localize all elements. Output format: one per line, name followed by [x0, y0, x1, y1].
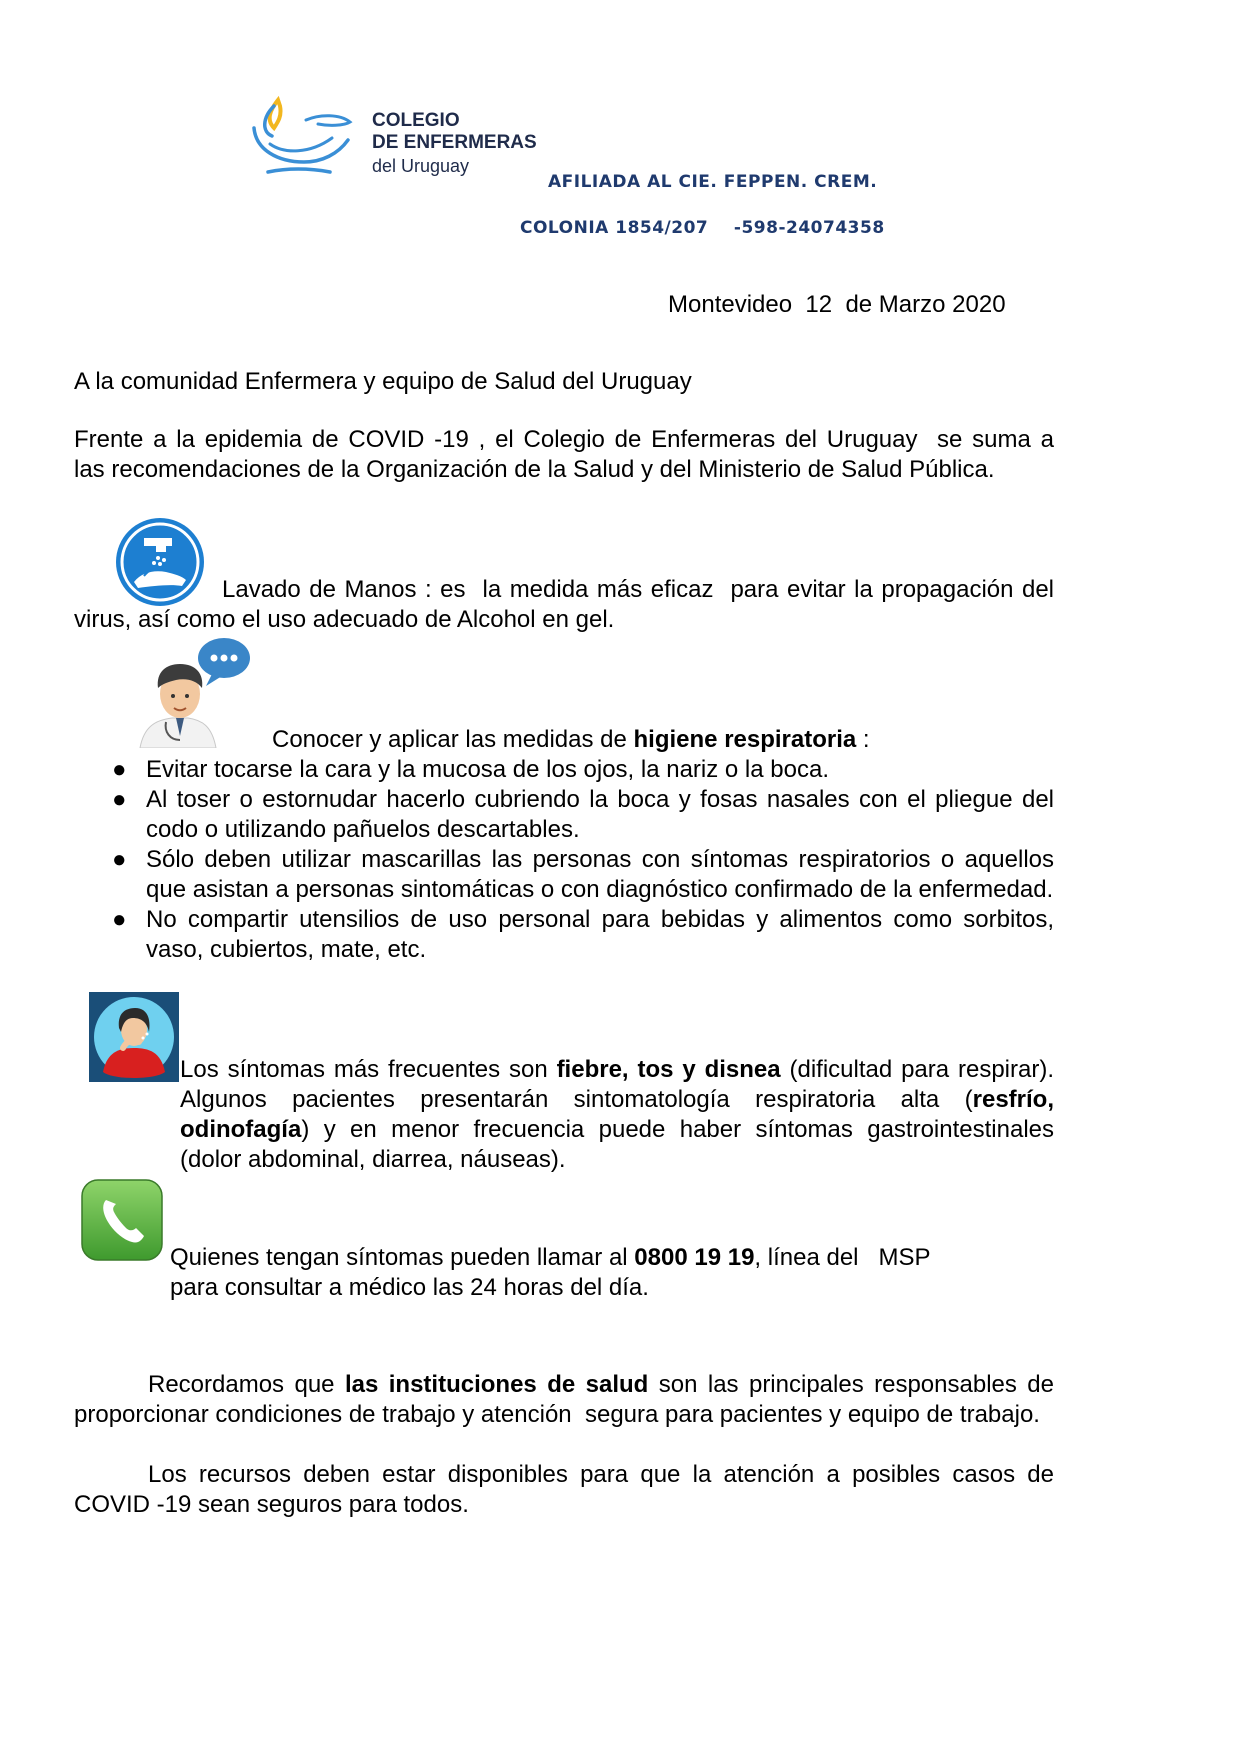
logo-name-line3: del Uruguay	[372, 156, 470, 176]
logo-name-line2: DE ENFERMERAS	[372, 132, 537, 153]
affiliation-line: AFILIADA AL CIE. FEPPEN. CREM.	[548, 172, 878, 192]
closing-bold-1: las instituciones de salud	[344, 1371, 649, 1398]
list-item	[74, 755, 1054, 785]
symptoms-text-2: (dificultad para respirar). Algunos pacientes presentarán sintomatología respiratoria alta (	[180, 1056, 1060, 1113]
list-item	[74, 785, 1054, 845]
closing-text-2: son las principales responsables de proporcionar condiciones de trabajo y atención segura para pacientes y equipo de trabajo.	[74, 1371, 1061, 1428]
bullet: ●	[112, 786, 127, 813]
respiratory-intro-bold: higiene respiratoria	[633, 726, 857, 753]
lamp-logo-icon	[248, 92, 358, 182]
phone-number: 0800 19 19	[634, 1244, 755, 1271]
list-item	[74, 905, 1054, 965]
letter-date: Montevideo 12 de Marzo 2020	[668, 291, 1006, 318]
respiratory-intro-text: Conocer y aplicar las medidas de	[272, 726, 634, 753]
handwash-line-2: virus, así como el uso adecuado de Alcohol en gel.	[74, 606, 615, 633]
list-item	[74, 845, 1054, 905]
handwash-line-1: Lavado de Manos : es la medida más eficaz para evitar la propagación del	[222, 576, 1054, 603]
list-item-text: Evitar tocarse la cara y la mucosa de los ojos, la nariz o la boca.	[146, 756, 829, 783]
symptoms-bold-1: fiebre, tos y disnea	[556, 1056, 781, 1083]
intro-paragraph	[74, 425, 1054, 485]
phone-icon	[80, 1178, 164, 1264]
phone-text-2: , línea del MSP	[754, 1244, 931, 1271]
closing-text-1: Recordamos que	[148, 1371, 345, 1398]
bullet: ●	[112, 756, 127, 783]
doctor-speech-icon	[136, 636, 256, 748]
salutation: A la comunidad Enfermera y equipo de Salud del Uruguay	[74, 368, 692, 395]
respiratory-intro	[272, 725, 870, 755]
handwash-paragraph	[74, 575, 1054, 635]
intro-line-2: las recomendaciones de la Organización de la Salud y del Ministerio de Salud Pública.	[74, 456, 995, 483]
logo-name-line1: COLEGIO	[372, 110, 460, 131]
bullet: ●	[112, 846, 127, 873]
phone-line-1	[170, 1243, 931, 1273]
closing-paragraph-2: Los recursos deben estar disponibles para que la atención a posibles casos de COVID -19 sean seguros para todos.	[74, 1461, 1054, 1518]
phone-text-1: Quienes tengan síntomas pueden llamar al	[170, 1244, 635, 1271]
symptoms-text-1: Los síntomas más frecuentes son	[180, 1056, 557, 1083]
phone-line-2: para consultar a médico las 24 horas del día.	[170, 1274, 649, 1301]
symptoms-bold-2: resfrío, odinofagía	[180, 1086, 1054, 1143]
phone-paragraph	[170, 1243, 931, 1303]
list-item-text: Al toser o estornudar hacerlo cubriendo la boca y fosas nasales con el pliegue del codo o utilizando pañuelos descartables.	[146, 786, 1054, 843]
bullet: ●	[112, 906, 127, 933]
coughing-woman-icon	[89, 992, 179, 1082]
symptoms-text-3: ) y en menor frecuencia puede haber síntomas gastrointestinales (dolor abdominal, diarrea, náuseas).	[180, 1116, 1061, 1173]
closing-paragraph-1	[74, 1370, 1061, 1430]
symptoms-paragraph	[180, 1055, 1061, 1175]
list-item-text: No compartir utensilios de uso personal para bebidas y alimentos como sorbitos, vaso, cubiertos, mate, etc.	[146, 906, 1054, 963]
intro-line-1: Frente a la epidemia de COVID -19 , el Colegio de Enfermeras del Uruguay se suma a	[74, 426, 1054, 453]
org-logo	[248, 92, 538, 182]
respiratory-list	[74, 755, 1054, 965]
respiratory-intro-after: :	[856, 726, 870, 753]
list-item-text: Sólo deben utilizar mascarillas las personas con síntomas respiratorios o aquellos que asistan a personas sintomáticas o con diagnóstico confirmado de la enfermedad.	[146, 846, 1054, 903]
address-phone-line: COLONIA 1854/207 -598-24074358	[520, 218, 885, 238]
